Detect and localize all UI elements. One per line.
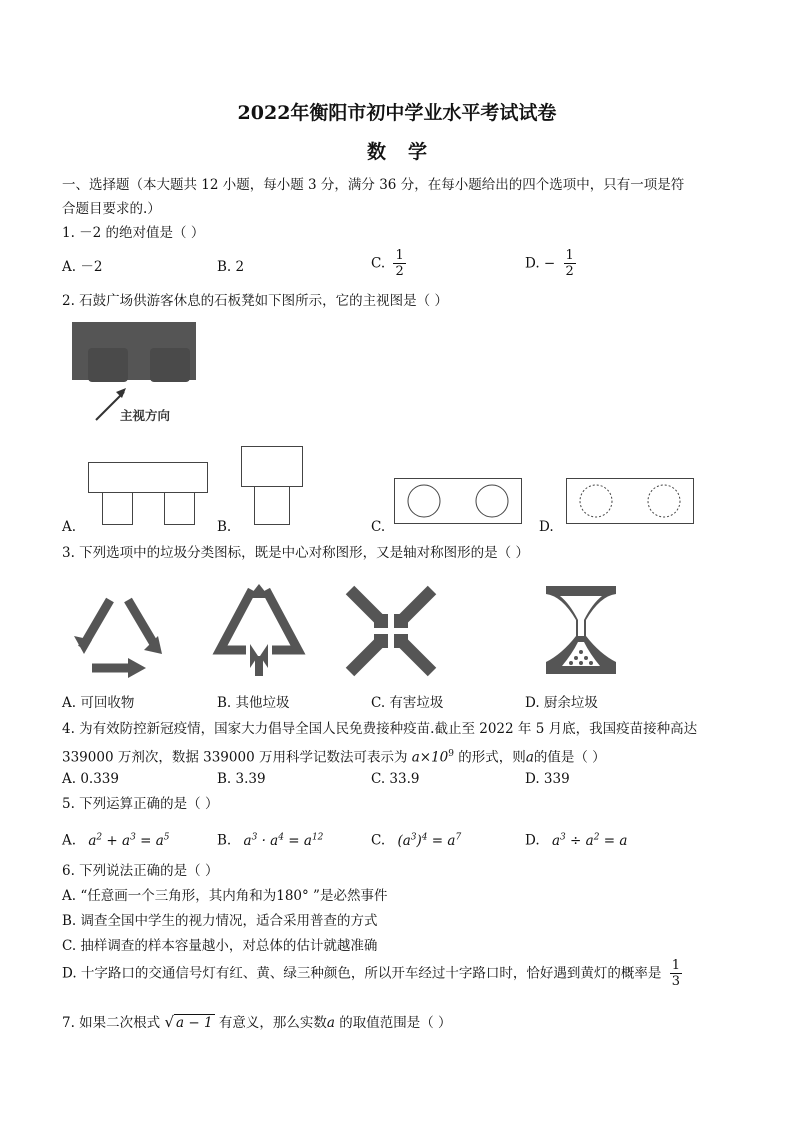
q5-option-c-label: C. [371, 832, 386, 849]
q4-stem-var: a [525, 749, 534, 766]
denominator: 2 [395, 264, 404, 279]
q1-option-d-fraction [564, 248, 576, 279]
q4-stem-line1: 4. 为有效防控新冠疫情，国家大力倡导全国人民免费接种疫苗.截止至 2022 年 5 月底，我国疫苗接种高达 [62, 721, 698, 737]
q5-option-d-label: D. [525, 832, 540, 849]
q1-option-d-label: D. − [525, 255, 556, 272]
direction-label: 主视方向 [120, 408, 171, 423]
q4-option-c: C. 33.9 [371, 771, 420, 787]
q6-option-d [62, 958, 682, 989]
q5-option-a-expr: $a^2 + a^3 = a^5$ [88, 832, 170, 849]
q1-option-c [371, 248, 406, 279]
denominator: 3 [671, 974, 681, 989]
subject-title: 数学 [366, 141, 449, 163]
numerator: 1 [565, 248, 574, 263]
q6-option-b: B. 调查全国中学生的视力情况，适合采用普查的方式 [62, 913, 378, 929]
q4-option-b: B. 3.39 [217, 771, 266, 787]
q2-option-c-figure [394, 478, 524, 526]
q5-stem: 5. 下列运算正确的是（ ） [62, 796, 219, 812]
denominator: 2 [565, 264, 574, 279]
q7-stem-text-b: 有意义，那么实数 [214, 1015, 327, 1031]
q1-option-d [525, 248, 576, 279]
q5-option-c-expr: $(a^3)^4 = a^7$ [397, 832, 462, 849]
q2-option-d-label: D. [539, 519, 554, 535]
q5-option-a-label: A. [62, 832, 77, 849]
q2-option-b-figure [241, 446, 305, 528]
numerator: 1 [671, 958, 681, 973]
q2-option-c-label: C. [371, 519, 386, 535]
q5-option-b [217, 828, 323, 850]
q4-stem-text-a: 339000 万剂次，数据 339000 万用科学记数法可表示为 [62, 749, 412, 766]
other-waste-icon [210, 582, 310, 680]
q5-option-b-expr: $a^3 \cdot a^4 = a^{12}$ [243, 832, 324, 849]
kitchen-waste-icon [542, 582, 620, 680]
q4-stem-math: a×10 [411, 749, 449, 766]
q5-option-d [525, 828, 627, 850]
q4-stem-text-c: 的值是（ ） [533, 749, 606, 766]
q2-option-a-label: A. [62, 519, 77, 535]
q5-option-a [62, 828, 170, 850]
q5-option-b-label: B. [217, 832, 232, 849]
q1-option-c-label: C. [371, 255, 386, 272]
hazardous-waste-icon [344, 584, 438, 678]
q1-option-c-fraction [393, 248, 405, 279]
q3-option-b: B. 其他垃圾 [217, 695, 290, 711]
q6-option-a: A. “任意画一个三角形，其内角和为180° ”是必然事件 [62, 888, 388, 904]
q4-option-d: D. 339 [525, 771, 570, 787]
q7-stem-var: a [326, 1015, 335, 1031]
q7-stem-text-a: 7. 如果二次根式 [62, 1015, 165, 1031]
q1-stem: 1. －2 的绝对值是（ ） [62, 225, 205, 241]
q6-option-c: C. 抽样调查的样本容量越小，对总体的估计就越准确 [62, 938, 378, 954]
q7-stem [62, 1013, 452, 1032]
page-title: 2022年衡阳市初中学业水平考试试卷 [237, 102, 557, 124]
section-heading-line1: 一、选择题（本大题共 12 小题，每小题 3 分，满分 36 分，在每小题给出的四个选项中，只有一项是符 [62, 177, 685, 193]
q6-option-d-fraction [670, 958, 682, 989]
q5-option-d-expr: $a^3 \div a^2 = a$ [551, 832, 628, 849]
q4-stem-text-b: 的形式，则 [454, 749, 526, 766]
recycle-icon [70, 588, 170, 680]
q3-option-a: A. 可回收物 [62, 695, 135, 711]
q3-option-c: C. 有害垃圾 [371, 695, 444, 711]
q5-option-c [371, 828, 461, 850]
q2-option-b-label: B. [217, 519, 232, 535]
q1-option-b: B. 2 [217, 259, 245, 275]
numerator: 1 [395, 248, 404, 263]
q2-option-d-figure [566, 478, 696, 526]
q2-stem: 2. 石鼓广场供游客休息的石板凳如下图所示，它的主视图是（ ） [62, 293, 448, 309]
q4-stem-line2 [62, 745, 606, 767]
q6-stem: 6. 下列说法正确的是（ ） [62, 863, 219, 879]
q6-option-d-text: D. 十字路口的交通信号灯有红、黄、绿三种颜色，所以开车经过十字路口时，恰好遇到黄灯的概率是 [62, 965, 662, 982]
q2-option-a-figure [88, 462, 210, 528]
q3-stem: 3. 下列选项中的垃圾分类图标，既是中心对称图形，又是轴对称图形的是（ ） [62, 545, 529, 561]
q3-option-d: D. 厨余垃圾 [525, 695, 598, 711]
q4-stem-exponent: 9 [448, 749, 455, 759]
section-heading-line2: 合题目要求的.） [62, 201, 161, 217]
q1-option-a: A. －2 [62, 259, 103, 275]
q7-stem-text-c: 的取值范围是（ ） [334, 1015, 452, 1031]
q7-radical: √ a − 1 [164, 1013, 213, 1031]
q4-option-a: A. 0.339 [62, 771, 119, 787]
q7-radicand: a − 1 [176, 1015, 213, 1031]
